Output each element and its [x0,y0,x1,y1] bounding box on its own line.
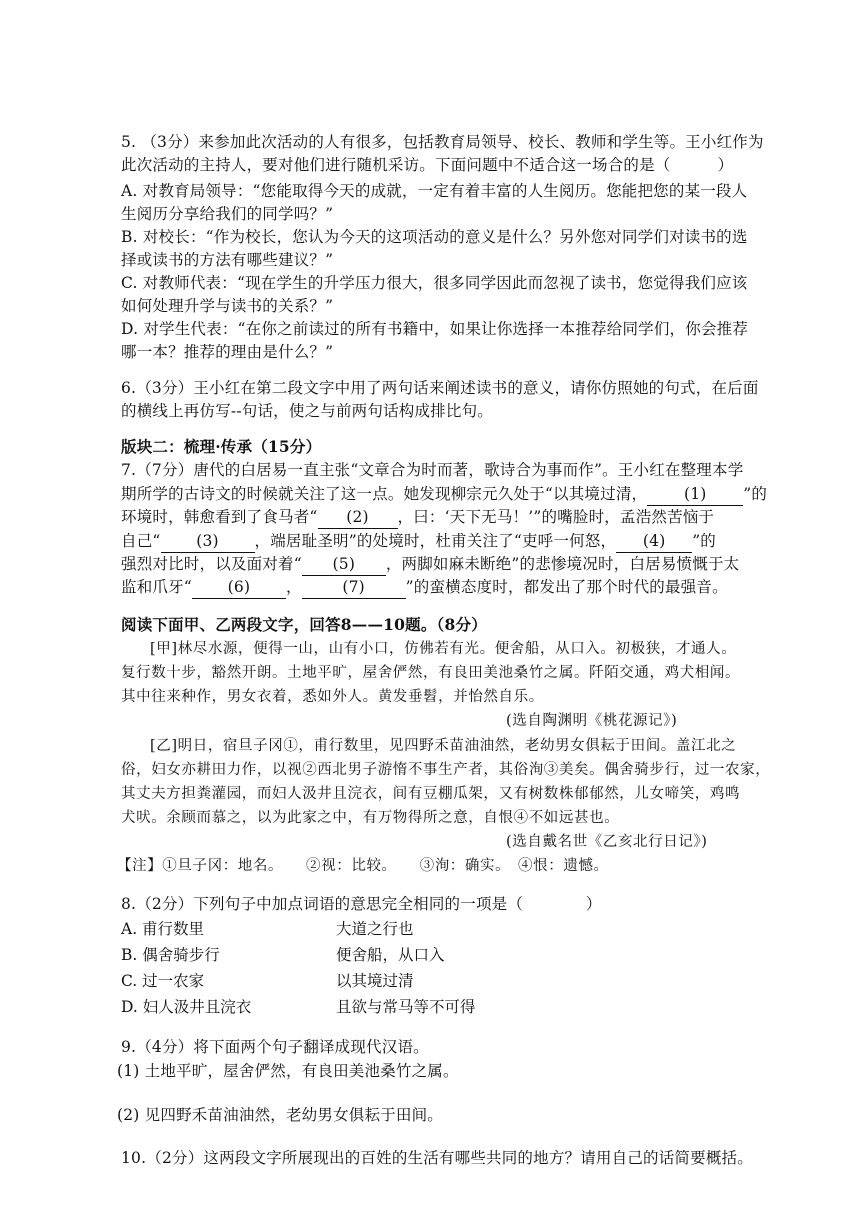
blank-7: (7) [302,576,406,599]
blank-3: (3) [161,530,255,553]
section-title: 版块二：梳理·传承（15分） [121,437,322,456]
q5-option-d: D. 对学生代表：“在你之前读过的所有书籍中，如果让你选择一本推荐给同学们，你会推荐 [121,320,749,338]
q7-line-4: 自己“ (3) ，端居耻圣明”的处境时，杜甫关注了“吏呼一何怒， (4) ”的 [121,530,716,553]
passage-jia-line-2: 复行数十步，豁然开朗。土地平旷，屋舍俨然，有良田美池桑竹之属。阡陌交通，鸡犬相闻。 [121,665,741,681]
q8-option-c-left: C. 过一农家 [121,972,205,990]
q5-option-d-cont: 哪一本？推荐的理由是什么？” [121,343,334,361]
blank-4: (4) [616,530,692,553]
q8-option-b-right: 便舍船，从口入 [336,946,445,964]
blank-6: (6) [192,576,286,599]
passage-jia-source: (选自陶渊明《桃花源记》) [506,713,678,729]
q6-line-2: 的横线上再仿写--句话，使之与前两句话构成排比句。 [121,402,493,420]
q8-option-a-left: A. 甫行数里 [121,920,205,938]
q9-item-2: (2) 见四野禾苗油油然，老幼男女俱耘于田间。 [117,1106,443,1124]
q5-option-a: A. 对教育局领导：“您能取得今天的成就，一定有着丰富的人生阅历。您能把您的某一段人 [121,182,748,200]
q5-line-1: 5. （3分）来参加此次活动的人有很多，包括教育局领导、校长、教师和学生等。王小红作为 [121,133,764,151]
passage-jia-line-1: [甲]林尽水源，便得一山，山有小口，仿佛若有光。便舍船，从口入。初极狭，才通人。 [150,641,737,657]
blank-5: (5) [302,553,386,576]
q5-line-2: 此次活动的主持人，要对他们进行随机采访。下面问题中不适合这一场合的是（ ） [121,156,734,174]
q7-line-3: 环境时，韩愈看到了食马者“ (2) ，曰：‘天下无马！’”的嘴脸时，孟浩然苦恼于 [121,506,714,529]
blank-2: (2) [318,506,398,529]
reading-intro: 阅读下面甲、乙两段文字，回答8——10题。（8分） [121,615,487,634]
q8-stem: 8.（2分）下列句子中加点词语的意思完全相同的一项是（ ） [121,895,602,913]
q9-stem: 9.（4分）将下面两个句子翻译成现代汉语。 [121,1038,429,1056]
q8-option-a-right: 大道之行也 [336,920,414,938]
q8-option-c-right: 以其境过清 [336,972,414,990]
passage-yi-line-3: 其丈夫方担粪灌园，而妇人汲井且浣衣，间有豆棚瓜架，又有树数株郁郁然，儿女啼笑，鸡鸣 [121,786,741,802]
q5-option-c: C. 对教师代表：“现在学生的升学压力很大，很多同学因此而忽视了读书，您觉得我们应该 [121,274,748,292]
q5-option-c-cont: 如何处理升学与读书的关系？” [121,297,334,315]
q7-line-5: 强烈对比时，以及面对着“ (5) ，两脚如麻未断绝”的悲惨境况时，白居易愤慨于太 [121,553,739,576]
blank-1: (1) [647,483,743,506]
passage-yi-source: (选自戴名世《乙亥北行日记》) [506,834,708,850]
passage-yi-line-2: 俗，妇女亦耕田力作，以视②西北男子游惰不事生产者，其俗洵③美矣。偶舍骑步行，过一农家， [121,762,771,778]
passage-yi-line-4: 犬吠。余顾而慕之，以为此家之中，有万物得所之意，自恨④不如远甚也。 [121,810,620,826]
q5-option-a-cont: 生阅历分享给我们的同学吗？” [121,205,334,223]
q8-option-d-right: 且欲与常马等不可得 [336,998,476,1016]
q8-option-d-left: D. 妇人汲井且浣衣 [121,998,252,1016]
q8-option-b-left: B. 偶舍骑步行 [121,946,220,964]
q10-stem: 10.（2分）这两段文字所展现出的百姓的生活有哪些共同的地方？请用自己的话简要概括。 [121,1149,753,1167]
passage-jia-line-3: 其中往来种作，男女衣着，悉如外人。黄发垂髫，并怡然自乐。 [121,689,544,705]
q9-item-1: (1) 土地平旷，屋舍俨然，有良田美池桑竹之属。 [117,1062,459,1080]
notes: 【注】①旦子冈：地名。 ②视：比较。 ③洵：确实。 ④恨：遗憾。 [117,858,609,874]
q5-option-b: B. 对校长：“作为校长，您认为今天的这项活动的意义是什么？另外您对同学们对读书的选 [121,228,748,246]
q5-option-b-cont: 择或读书的方法有哪些建议？” [121,251,334,269]
q7-line-1: 7.（7分）唐代的白居易一直主张“文章合为时而著，歌诗合为事而作”。王小红在整理本学 [121,461,744,479]
q7-line-6: 监和爪牙“ (6) ， (7) ”的蛮横态度时，都发出了那个时代的最强音。 [121,576,728,599]
q7-line-2: 期所学的古诗文的时候就关注了这一点。她发现柳宗元久处于“以其境过清， (1) ”的 [121,483,767,506]
passage-yi-line-1: [乙]明日，宿旦子冈①，甫行数里，见四野禾苗油油然，老幼男女俱耘于田间。盖江北之 [150,738,737,754]
q6-line-1: 6.（3分）王小红在第二段文字中用了两句话来阐述读书的意义，请你仿照她的句式，在后面 [121,379,759,397]
